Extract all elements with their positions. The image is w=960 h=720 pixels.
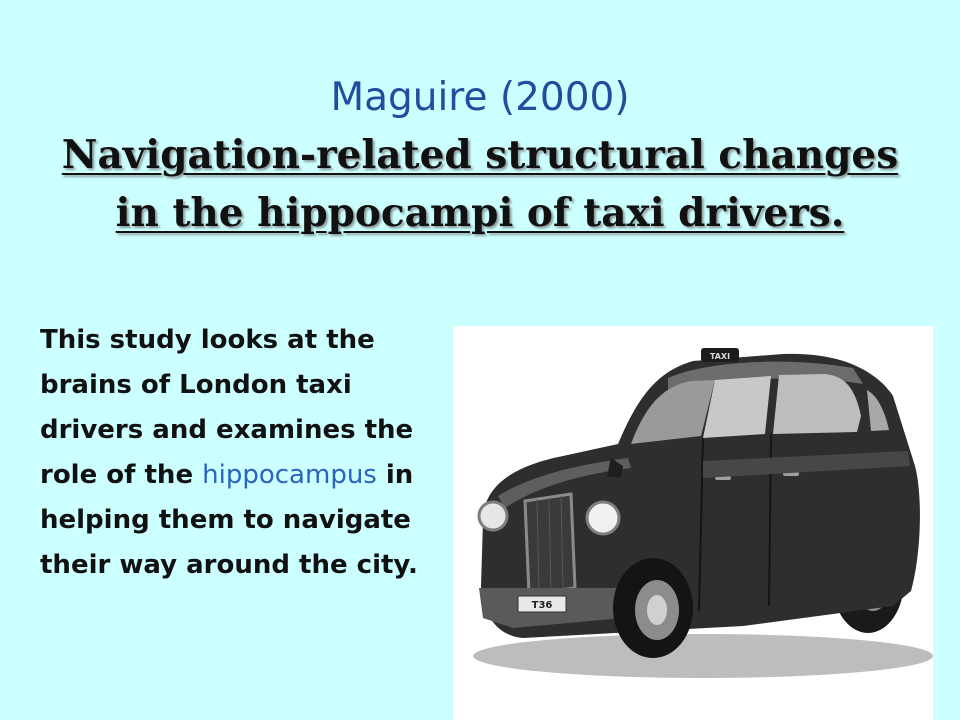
taxi-photo	[453, 326, 933, 720]
car-shadow	[473, 634, 933, 678]
study-description	[40, 318, 460, 588]
keyword-hippocampus: hippocampus	[202, 460, 377, 490]
title-study-name: Navigation-related structural changes in the hippocampi of taxi drivers.	[61, 132, 899, 236]
taxi-illustration	[453, 326, 933, 720]
description-text-end: in helping them to navigate their way around the city.	[40, 460, 418, 580]
front-wheel	[613, 558, 693, 658]
license-plate	[518, 596, 566, 612]
plate-number: T36	[531, 600, 553, 611]
slide-title	[40, 70, 920, 242]
taxi-roof-sign	[701, 348, 739, 362]
roof-sign-label: TAXI	[709, 352, 731, 361]
description-text-start: This study looks at the brains of London taxi drivers and examines the role of the	[40, 325, 414, 490]
left-headlight	[479, 502, 507, 530]
right-headlight	[587, 502, 619, 534]
title-citation: Maguire (2000)	[330, 75, 630, 120]
